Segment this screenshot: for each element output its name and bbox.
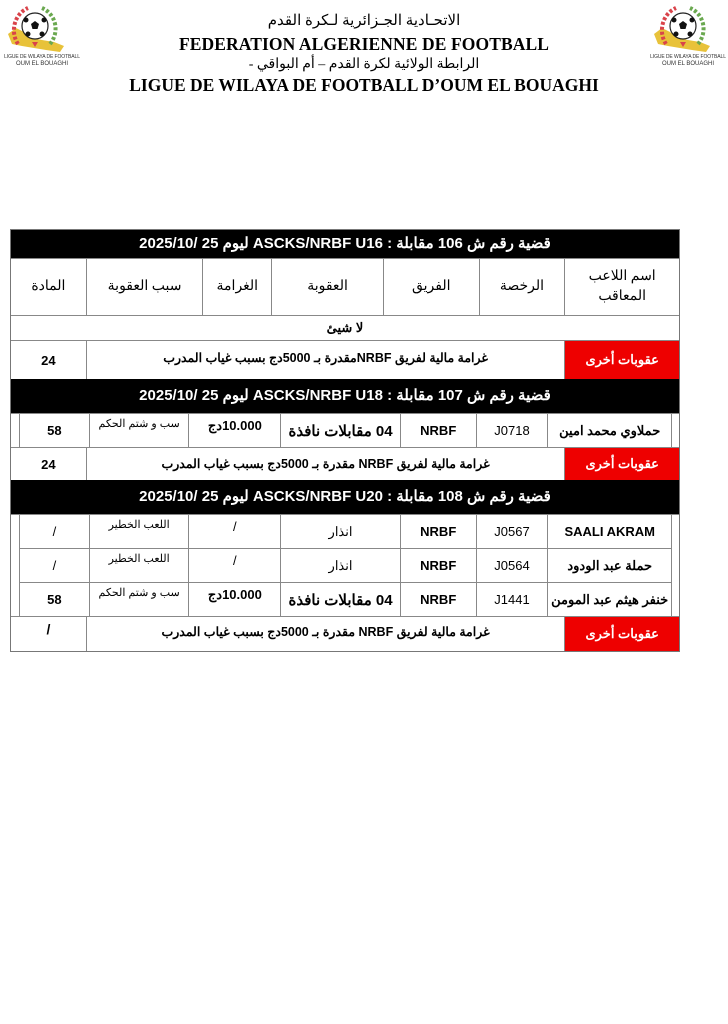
other-sanctions-article: / [46,621,51,637]
case-header: قضية رقم ش 106 مقابلة : ASCKS/NRBF U16 ليوم 25 /2025/10 [11,230,679,258]
player-name: خنفر هيثم عبد المومن [547,583,671,616]
column-header-team: الفريق [383,259,479,315]
players-subtable [19,414,672,447]
player-team: NRBF [400,583,476,616]
player-reason: سب و شتم الحكم [89,583,189,616]
other-sanctions-label: عقوبات أخرى [564,617,679,651]
other-sanctions-row [11,447,679,480]
player-name: SAALI AKRAM [547,515,671,548]
logo-caption-line1: LIGUE DE WILAYA DE FOOTBALL [4,54,80,60]
column-header-article: المادة [31,279,66,294]
table-row [20,582,671,616]
federation-title-arabic: الاتحـادية الجـزائرية لـكرة القدم [267,13,461,29]
other-sanctions-description: غرامة مالية لفريق NRBF مقدرة بـ 5000دج بسبب غياب المدرب [86,617,565,651]
player-license: J0567 [476,515,548,548]
player-name: حملاوي محمد امين [547,414,671,447]
column-header-player: اسم اللاعب المعاقب [564,259,679,315]
player-sanction: انذار [280,549,400,582]
player-license: J1441 [476,583,548,616]
table-row [20,515,671,548]
league-title-french: LIGUE DE WILAYA DE FOOTBALL D’OUM EL BOUAGHI [129,75,599,95]
player-team: NRBF [400,549,476,582]
column-header-reason: سبب العقوبة [86,259,203,315]
player-reason: اللعب الخطير [89,515,189,548]
player-reason: سب و شتم الحكم [89,414,189,447]
player-license: J0564 [476,549,548,582]
player-license: J0718 [476,414,548,447]
other-sanctions-article: 24 [41,352,56,368]
federation-title-french: FEDERATION ALGERIENNE DE FOOTBALL [178,34,550,54]
no-sanctions-row: لا شيئ [11,315,679,340]
sanctions-table [10,229,680,652]
player-article: / [52,524,57,539]
other-sanctions-article: 24 [41,456,56,472]
player-name: حملة عبد الودود [547,549,671,582]
case-header: قضية رقم ش 107 مقابلة : ASCKS/NRBF U18 ليوم 25 /2025/10 [11,379,679,413]
logo-caption-line2: OUM EL BOUAGHI [661,61,715,67]
table-row [20,414,671,447]
other-sanctions-description: غرامة مالية لفريق NRBF مقدرة بـ 5000دج بسبب غياب المدرب [86,448,565,480]
column-header-row [11,258,679,315]
column-header-fine: الغرامة [202,259,271,315]
logo-caption-line2: OUM EL BOUAGHI [15,61,69,67]
players-subtable [19,515,672,616]
case-header: قضية رقم ش 108 مقابلة : ASCKS/NRBF U20 ليوم 25 /2025/10 [11,480,679,514]
player-fine: / [188,549,280,582]
player-sanction: انذار [280,515,400,548]
column-header-sanction: العقوبة [271,259,383,315]
column-header-license: الرخصة [479,259,565,315]
player-team: NRBF [400,414,476,447]
player-fine: / [188,515,280,548]
player-fine: 10.000دج [188,583,280,616]
table-row [20,548,671,582]
player-article: / [52,558,57,573]
player-sanction: 04 مقابلات نافذة [280,414,400,447]
player-sanction: 04 مقابلات نافذة [280,583,400,616]
player-fine: 10.000دج [188,414,280,447]
player-reason: اللعب الخطير [89,549,189,582]
other-sanctions-row [11,616,679,651]
other-sanctions-description: غرامة مالية لفريق NRBFمقدرة بـ 5000دج بسبب غياب المدرب [86,341,565,379]
other-sanctions-row [11,340,679,379]
logo-caption-line1: LIGUE DE WILAYA DE FOOTBALL [650,54,726,60]
other-sanctions-label: عقوبات أخرى [564,448,679,480]
player-article: 58 [47,423,62,438]
player-article: 58 [47,592,62,607]
league-title-arabic: الرابطة الولائية لكرة القدم – أم البواقي - [248,57,480,72]
player-team: NRBF [400,515,476,548]
other-sanctions-label: عقوبات أخرى [564,341,679,379]
